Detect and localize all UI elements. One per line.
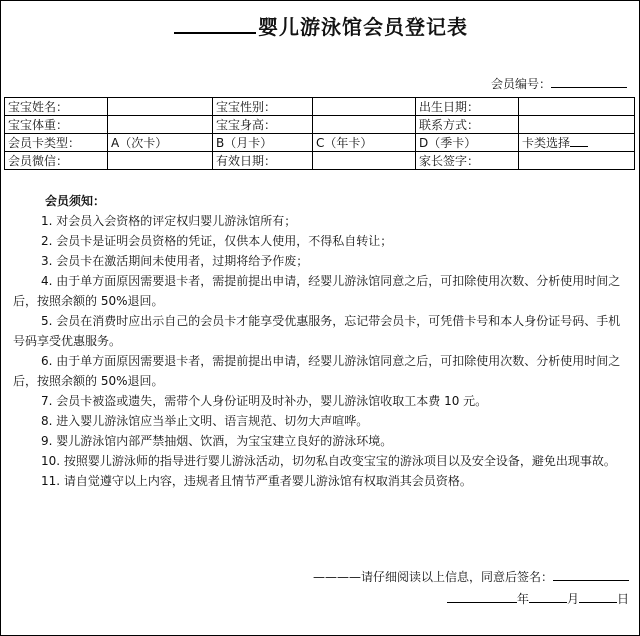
rule-11: 11. 请自觉遵守以上内容，违规者且情节严重者婴儿游泳馆有权取消其会员资格。 bbox=[41, 474, 472, 488]
valid-date-label: 有效日期： bbox=[213, 152, 313, 170]
baby-height-label: 宝宝身高： bbox=[213, 116, 313, 134]
signature-line bbox=[313, 568, 629, 585]
baby-name-value[interactable] bbox=[108, 98, 213, 116]
card-choose-cell[interactable] bbox=[519, 134, 635, 152]
table-row bbox=[5, 134, 635, 152]
baby-gender-value[interactable] bbox=[313, 98, 416, 116]
date-line bbox=[447, 590, 629, 607]
baby-weight-label: 宝宝体重： bbox=[5, 116, 108, 134]
rule-2: 2. 会员卡是证明会员资格的凭证，仅供本人使用，不得私自转让； bbox=[41, 234, 393, 248]
signature-label: ————请仔细阅读以上信息，同意后签名： bbox=[312, 570, 553, 584]
baby-name-label: 宝宝姓名： bbox=[5, 98, 108, 116]
table-row bbox=[5, 98, 635, 116]
rule-10: 10. 按照婴儿游泳师的指导进行婴儿游泳活动，切勿私自改变宝宝的游泳项目以及安全设备，避免出现事故。 bbox=[41, 454, 616, 468]
member-info-table bbox=[4, 97, 635, 170]
contact-label: 联系方式： bbox=[416, 116, 519, 134]
rule-8: 8. 进入婴儿游泳馆应当举止文明、语言规范、切勿大声喧哗。 bbox=[41, 414, 369, 428]
day-blank[interactable] bbox=[579, 590, 617, 603]
rule-3: 3. 会员卡在激活期间未使用者，过期将给予作废； bbox=[41, 254, 309, 268]
birth-date-label: 出生日期： bbox=[416, 98, 519, 116]
rule-6: 6. 由于单方面原因需要退卡者，需提前提出申请，经婴儿游泳馆同意之后，可扣除使用次数、分析使用时间之后，按照余额的 50%退回。 bbox=[13, 354, 621, 388]
card-option-a[interactable]: A（次卡） bbox=[108, 134, 213, 152]
wechat-label: 会员微信： bbox=[5, 152, 108, 170]
wechat-value[interactable] bbox=[108, 152, 213, 170]
table-row bbox=[5, 152, 635, 170]
card-option-b[interactable]: B（月卡） bbox=[213, 134, 313, 152]
rule-1: 1. 对会员入会资格的评定权归婴儿游泳馆所有； bbox=[41, 214, 297, 228]
parent-sign-label: 家长签字： bbox=[416, 152, 519, 170]
title-name-blank[interactable] bbox=[174, 12, 256, 34]
day-label: 日 bbox=[616, 592, 629, 606]
card-option-c[interactable]: C（年卡） bbox=[313, 134, 416, 152]
baby-height-value[interactable] bbox=[313, 116, 416, 134]
notice-title: 会员须知： bbox=[45, 194, 106, 208]
contact-value[interactable] bbox=[519, 116, 635, 134]
year-label: 年 bbox=[516, 592, 529, 606]
member-number-line bbox=[491, 75, 627, 92]
baby-gender-label: 宝宝性别： bbox=[213, 98, 313, 116]
year-blank[interactable] bbox=[447, 590, 517, 603]
month-label: 月 bbox=[566, 592, 579, 606]
member-number-blank[interactable] bbox=[551, 75, 627, 88]
parent-sign-value[interactable] bbox=[519, 152, 635, 170]
valid-date-value[interactable] bbox=[313, 152, 416, 170]
baby-weight-value[interactable] bbox=[108, 116, 213, 134]
form-title-row bbox=[1, 11, 640, 40]
card-choose-label: 卡类选择 bbox=[522, 136, 571, 150]
table-row bbox=[5, 116, 635, 134]
rule-4: 4. 由于单方面原因需要退卡者，需提前提出申请，经婴儿游泳馆同意之后，可扣除使用次数、分析使用时间之后，按照余额的 50%退回。 bbox=[13, 274, 621, 308]
rule-7: 7. 会员卡被盗或遗失，需带个人身份证明及时补办，婴儿游泳馆收取工本费 10 元。 bbox=[41, 394, 488, 408]
member-notice bbox=[13, 191, 631, 491]
card-choose-blank[interactable] bbox=[570, 135, 588, 147]
form-title: 婴儿游泳馆会员登记表 bbox=[258, 15, 468, 39]
card-option-d[interactable]: D（季卡） bbox=[416, 134, 519, 152]
rule-9: 9. 婴儿游泳馆内部严禁抽烟、饮酒，为宝宝建立良好的游泳环境。 bbox=[41, 434, 393, 448]
birth-date-value[interactable] bbox=[519, 98, 635, 116]
month-blank[interactable] bbox=[529, 590, 567, 603]
card-type-label: 会员卡类型： bbox=[5, 134, 108, 152]
member-number-label: 会员编号： bbox=[490, 77, 551, 91]
signature-blank[interactable] bbox=[553, 568, 629, 581]
rule-5: 5. 会员在消费时应出示自己的会员卡才能享受优惠服务，忘记带会员卡，可凭借卡号和本人身份证号码、手机号码享受优惠服务。 bbox=[13, 314, 621, 348]
